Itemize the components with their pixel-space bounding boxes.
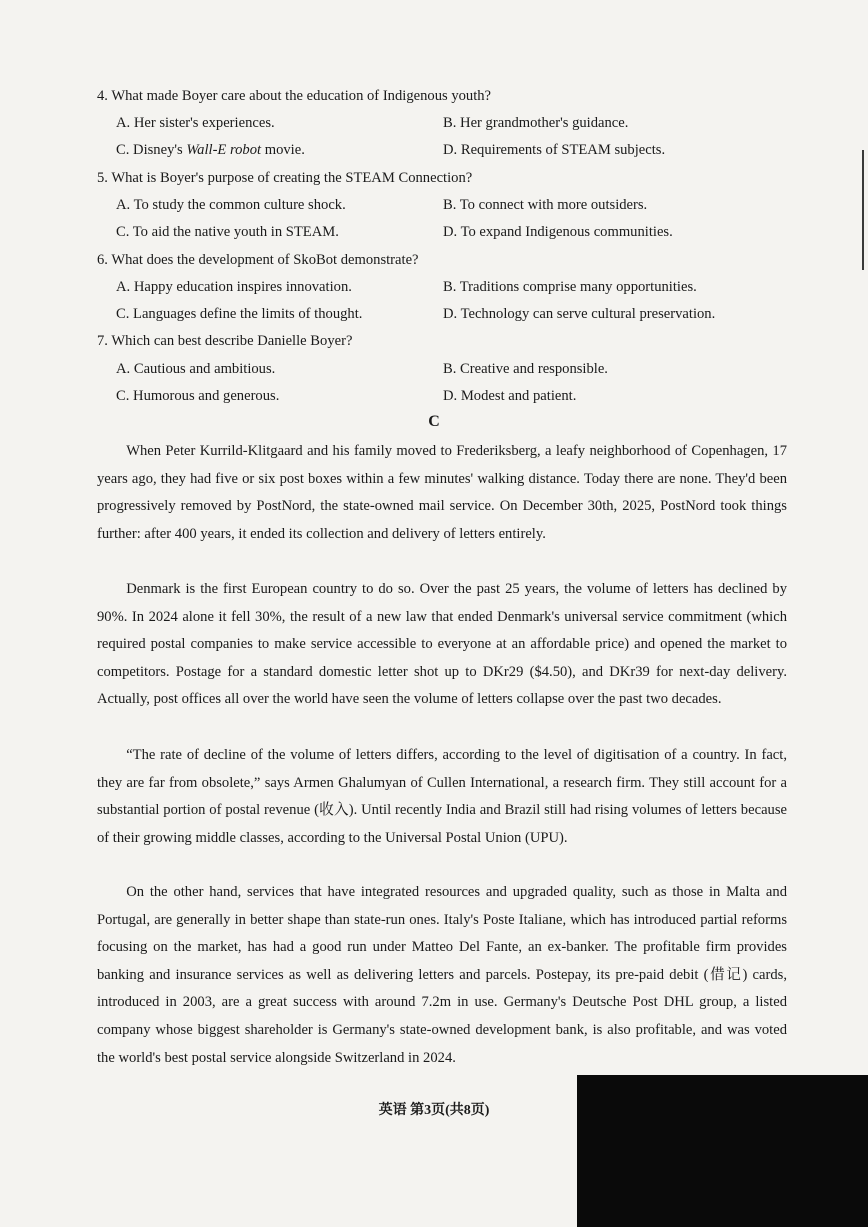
question-5-option-b: B. To connect with more outsiders. (443, 197, 648, 213)
question-6-option-a: A. Happy education inspires innovation. (116, 279, 352, 295)
question-7-option-d: D. Modest and patient. (443, 388, 577, 404)
question-4-stem: 4. What made Boyer care about the education of Indigenous youth? (97, 88, 492, 104)
page-footer: 英语 第3页(共8页) (378, 1103, 490, 1118)
passage-paragraph-1: When Peter Kurrild-Klitgaard and his family moved to Frederiksberg, a leafy neighborhood of Copenhagen, 17 years ago, they had five or six post boxes within a few minutes' walking distance. Today there are none. They'd been progressively removed by PostNord, the state-owned mail service. On December 30th, 2025, PostNord took things further: after 400 years, it ended its collection and delivery of letters entirely. (97, 443, 787, 542)
question-6-option-c: C. Languages define the limits of thought. (116, 306, 363, 322)
question-5-option-d: D. To expand Indigenous communities. (443, 224, 673, 240)
passage-paragraph-4: On the other hand, services that have integrated resources and upgraded quality, such as those in Malta and Portugal, are generally in better shape than state-run ones. Italy's Poste Italiane, which has introduced partial reforms focusing on the market, has had a good run under Matteo Del Fante, an ex-banker. The profitable firm provides banking and insurance services as well as delivering letters and parcels. Postepay, its pre-paid debit (借记) cards, introduced in 2003, are a great success with around 7.2m in use. Germany's Deutsche Post DHL group, a listed company whose biggest shareholder is Germany's state-owned development bank, is also profitable, and was voted the world's best postal service alongside Switzerland in 2024. (97, 884, 787, 1066)
question-7-option-b: B. Creative and responsible. (443, 361, 608, 377)
option-c-italic-title: Wall-E robot (186, 142, 262, 158)
passage-paragraph-3: “The rate of decline of the volume of letters differs, according to the level of digitisation of a country. In fact, they are far from obsolete,” says Armen Ghalumyan of Cullen International, a research firm. They still account for a substantial portion of postal revenue (收入). Until recently India and Brazil still had rising volumes of letters because of their growing middle classes, according to the Universal Postal Union (UPU). (97, 747, 787, 846)
question-4-option-d: D. Requirements of STEAM subjects. (443, 142, 666, 158)
question-4-option-c (116, 141, 305, 159)
question-7-stem: 7. Which can best describe Danielle Boyer? (97, 333, 353, 349)
section-heading: C (428, 413, 440, 430)
question-5-option-c: C. To aid the native youth in STEAM. (116, 224, 339, 240)
question-7-option-a: A. Cautious and ambitious. (116, 361, 276, 377)
question-5-stem: 5. What is Boyer's purpose of creating the STEAM Connection? (97, 170, 473, 186)
question-4-option-a: A. Her sister's experiences. (116, 115, 275, 131)
question-5-option-a: A. To study the common culture shock. (116, 197, 346, 213)
redaction-block (577, 1075, 868, 1227)
question-4-option-b: B. Her grandmother's guidance. (443, 115, 629, 131)
question-6-option-b: B. Traditions comprise many opportunities. (443, 279, 697, 295)
scan-edge-mark (862, 150, 864, 270)
question-6-option-d: D. Technology can serve cultural preservation. (443, 306, 716, 322)
passage-paragraph-2: Denmark is the first European country to do so. Over the past 25 years, the volume of letters has declined by 90%. In 2024 alone it fell 30%, the result of a new law that ended Denmark's universal service commitment (which required postal companies to make service accessible to everyone at an affordable price) and opened the market to competitors. Postage for a standard domestic letter shot up to DKr29 ($4.50), and DKr39 for next-day delivery. Actually, post offices all over the world have seen the volume of letters collapse over the past two decades. (97, 581, 787, 708)
option-c-suffix: movie. (261, 142, 305, 158)
option-c-prefix: C. Disney's (116, 142, 187, 158)
question-6-stem: 6. What does the development of SkoBot demonstrate? (97, 252, 419, 268)
question-7-option-c: C. Humorous and generous. (116, 388, 280, 404)
